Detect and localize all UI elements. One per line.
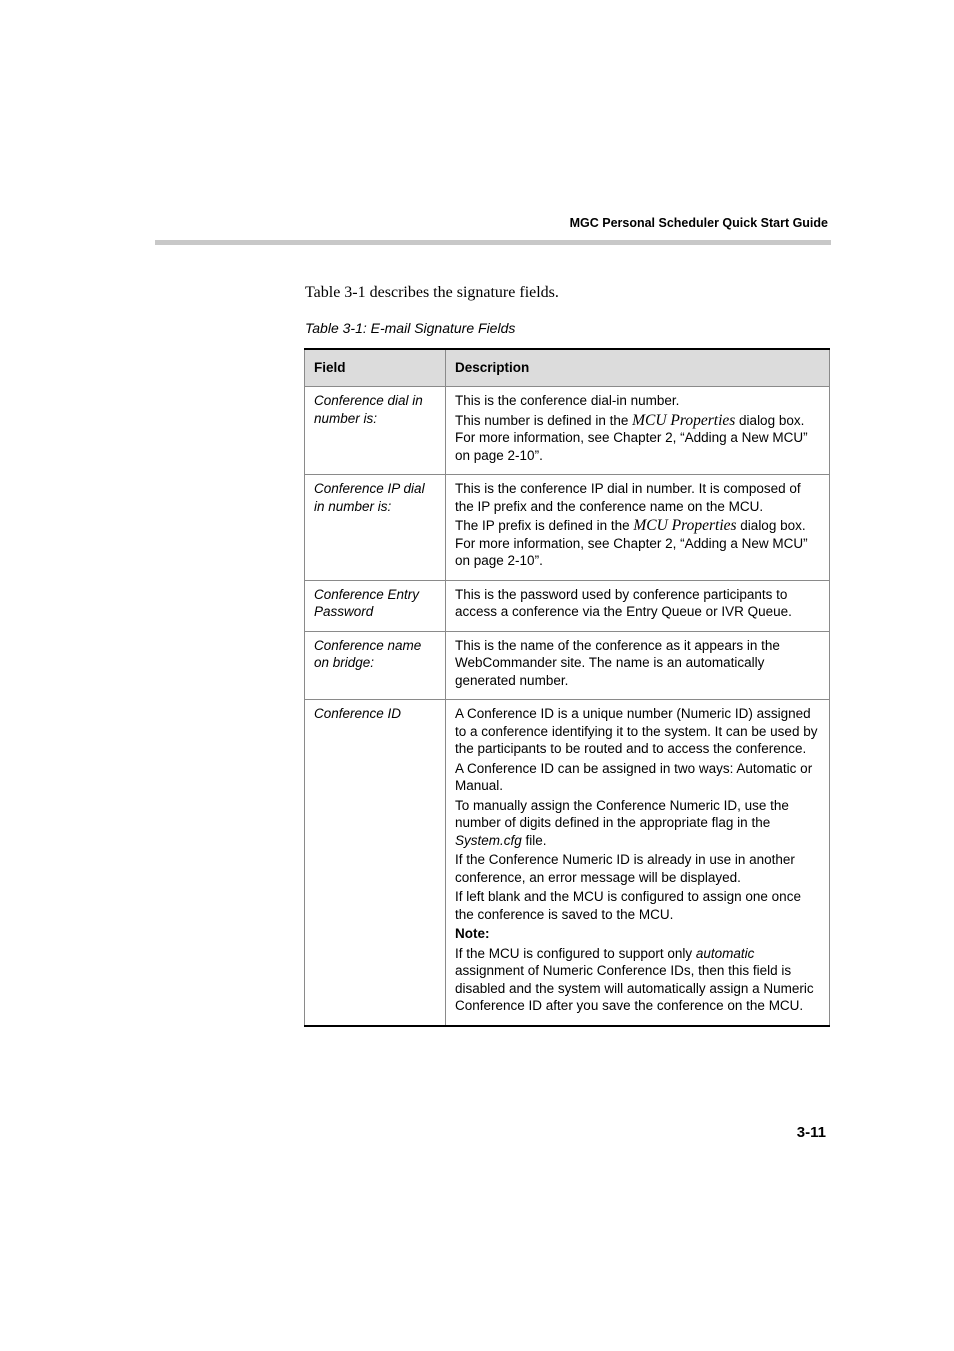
description-paragraph: A Conference ID is a unique number (Numeric ID) assigned to a conference identifying it to the system. It can be used by the participants to be routed and to access the conference. <box>455 706 818 756</box>
table-row <box>305 700 830 1026</box>
note-label: Note: <box>455 926 490 941</box>
description-paragraph: This number is defined in the MCU Properties dialog box. For more information, see Chapter 2, “Adding a New MCU” on page 2-10”. <box>455 411 808 463</box>
description-paragraph: If the Conference Numeric ID is already in use in another conference, an error message will be displayed. <box>455 852 795 885</box>
field-cell: Conference Entry Password <box>305 580 446 631</box>
field-cell: Conference dial in number is: <box>305 387 446 475</box>
field-cell: Conference name on bridge: <box>305 631 446 700</box>
config-file-name: System.cfg <box>455 832 522 848</box>
description-cell <box>446 631 830 700</box>
description-cell <box>446 475 830 581</box>
description-paragraph: A Conference ID can be assigned in two ways: Automatic or Manual. <box>455 760 813 793</box>
table-header-row <box>305 349 830 387</box>
intro-paragraph: Table 3-1 describes the signature fields. <box>305 284 559 301</box>
field-cell: Conference ID <box>305 700 446 1026</box>
dialog-name: MCU Properties <box>632 411 736 429</box>
running-header-title: MGC Personal Scheduler Quick Start Guide <box>569 216 828 230</box>
column-header-description: Description <box>446 349 830 387</box>
table-row <box>305 631 830 700</box>
signature-fields-table <box>304 348 830 1027</box>
description-paragraph: If left blank and the MCU is configured to assign one once the conference is saved to the MCU. <box>455 889 801 922</box>
page-number: 3-11 <box>796 1124 826 1141</box>
description-cell <box>446 580 830 631</box>
field-cell: Conference IP dial in number is: <box>305 475 446 581</box>
table-caption: Table 3-1: E-mail Signature Fields <box>305 320 516 336</box>
description-paragraph: To manually assign the Conference Numeric ID, use the number of digits defined in the appropriate flag in the System.cfg file. <box>455 797 789 848</box>
table-row <box>305 387 830 475</box>
description-cell <box>446 387 830 475</box>
dialog-name: MCU Properties <box>633 517 737 534</box>
header-rule <box>155 240 831 245</box>
table-row <box>305 580 830 631</box>
column-header-field: Field <box>305 349 446 387</box>
table-row <box>305 475 830 581</box>
description-paragraph: This is the conference dial-in number. <box>455 393 680 408</box>
emphasis-automatic: automatic <box>695 945 755 961</box>
description-paragraph: This is the conference IP dial in number. It is composed of the IP prefix and the conference name on the MCU. <box>455 481 801 514</box>
description-paragraph: The IP prefix is defined in the MCU Properties dialog box. For more information, see Chapter 2, “Adding a New MCU” on page 2-10”. <box>455 517 808 568</box>
description-paragraph: This is the password used by conference participants to access a conference via the Entry Queue or IVR Queue. <box>455 586 792 619</box>
note-paragraph: If the MCU is configured to support only automatic assignment of Numeric Conference IDs, then this field is disabled and the system will automatically assign a Numeric Conference ID after you save the conference on the MCU. <box>455 945 814 1013</box>
description-paragraph: This is the name of the conference as it appears in the WebCommander site. The name is an automatically generated number. <box>455 637 780 688</box>
description-cell <box>446 700 830 1026</box>
